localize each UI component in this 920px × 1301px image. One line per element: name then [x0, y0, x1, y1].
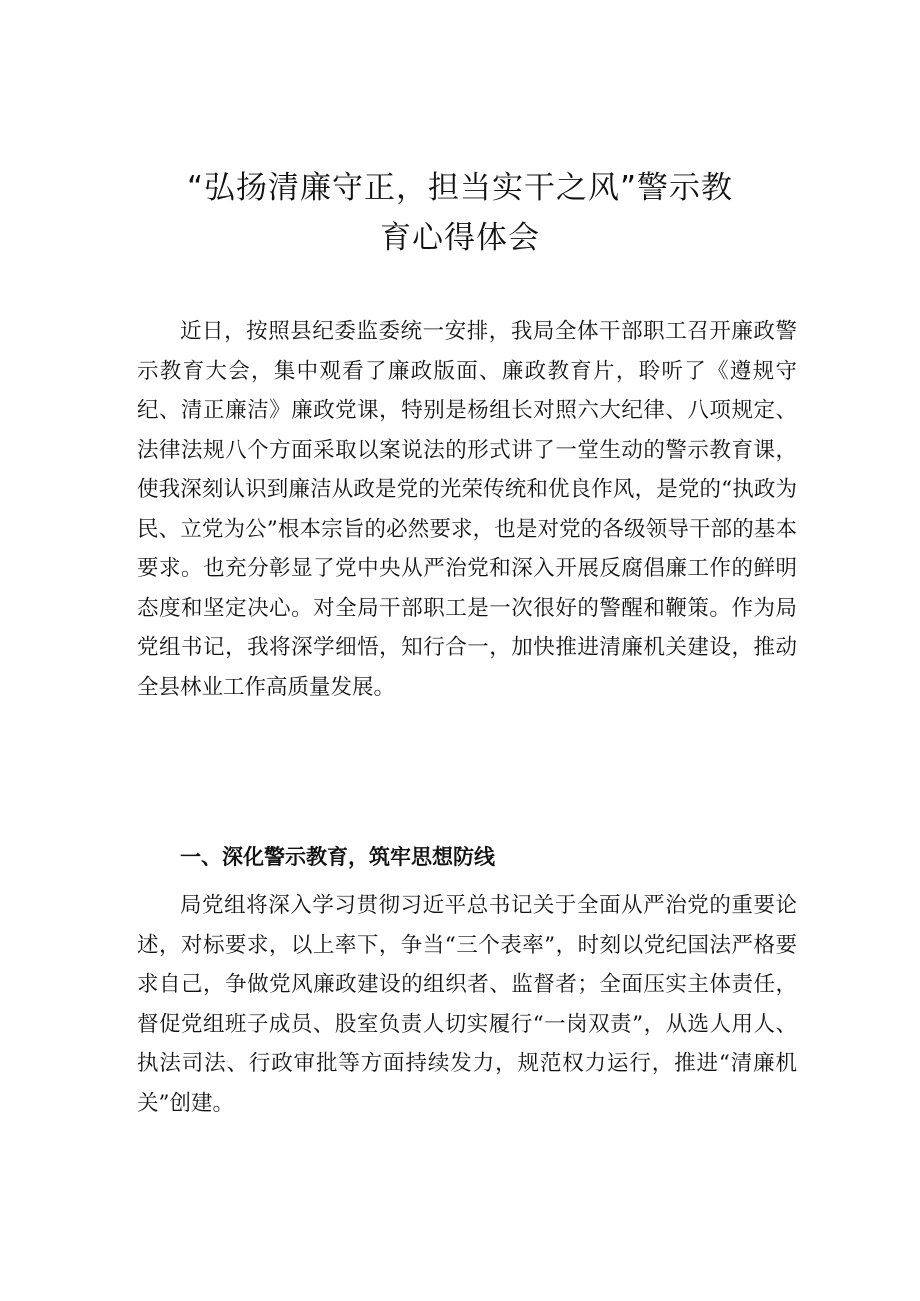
paragraph-section-1: 局党组将深入学习贯彻习近平总书记关于全面从严治党的重要论述，对标要求，以上率下，争当“三个表率”，时刻以党纪国法严格要求自己，争做党风廉政建设的组织者、监督者；全面压实主体责任，督促党组班子成员、股室负责人切实履行“一岗双责”，从选人用人、执法司法、行政审批等方面持续发力，规范权力运行，推进“清廉机关”创建。: [137, 893, 797, 1116]
document-title: [130, 163, 790, 263]
title-line-1: “弘扬清廉守正，担当实干之风”警示教: [186, 170, 734, 206]
title-line-2: 育心得体会: [380, 220, 540, 256]
section-heading-1: 一、深化警示教育，筑牢思想防线: [180, 845, 495, 869]
paragraph-intro: 近日，按照县纪委监委统一安排，我局全体干部职工召开廉政警示教育大会，集中观看了廉政版面、廉政教育片，聆听了《遵规守纪、清正廉洁》廉政党课，特别是杨组长对照六大纪律、八项规定、法律法规八个方面采取以案说法的形式讲了一堂生动的警示教育课，使我深刻认识到廉洁从政是党的光荣传统和优良作风，是党的“执政为民、立党为公”根本宗旨的必然要求，也是对党的各级领导干部的基本要求。也充分彰显了党中央从严治党和深入开展反腐倡廉工作的鲜明态度和坚定决心。对全局干部职工是一次很好的警醒和鞭策。作为局党组书记，我将深学细悟，知行合一，加快推进清廉机关建设，推动全县林业工作高质量发展。: [137, 319, 797, 700]
